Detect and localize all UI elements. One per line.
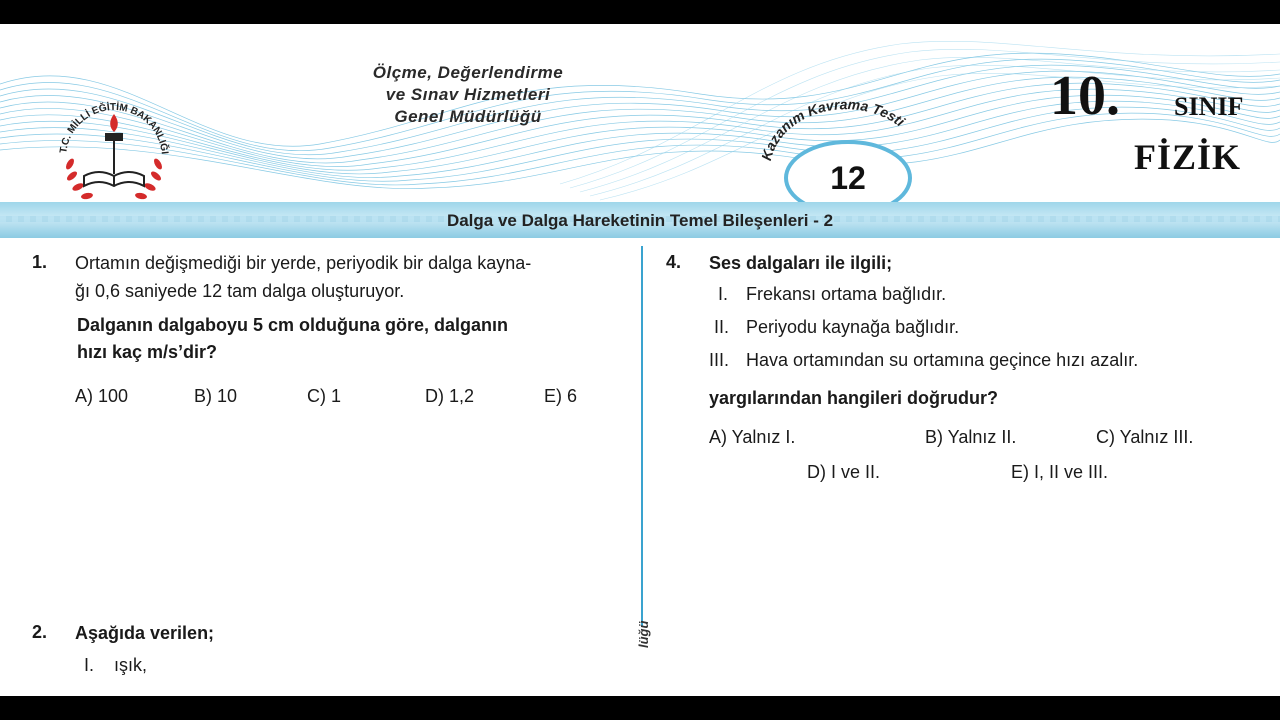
question-1-text-line-1: Ortamın değişmediği bir yerde, periyodik bir dalga kayna- bbox=[75, 253, 532, 273]
answer-option-b[interactable]: B) Yalnız II. bbox=[925, 427, 1017, 447]
answer-option-a[interactable]: A) 100 bbox=[75, 386, 129, 406]
answer-option-a[interactable]: A) Yalnız I. bbox=[709, 427, 796, 447]
question-1-prompt-line-1: Dalganın dalgaboyu 5 cm olduğuna göre, dalganın bbox=[77, 315, 509, 335]
answer-option-b[interactable]: B) 10 bbox=[194, 386, 238, 406]
organization-name bbox=[318, 62, 618, 128]
logo-text: T.C. MİLLİ EĞİTİM BAKANLIĞI bbox=[58, 101, 170, 155]
question-number: 4. bbox=[666, 252, 682, 272]
answer-option-e[interactable]: E) I, II ve III. bbox=[1011, 462, 1109, 482]
test-badge bbox=[750, 90, 940, 220]
statement-2-text: Periyodu kaynağa bağlıdır. bbox=[746, 317, 960, 337]
answer-option-c[interactable]: C) Yalnız III. bbox=[1096, 427, 1194, 447]
question-2-item-1-roman: I. bbox=[84, 655, 95, 675]
statement-1-roman: I. bbox=[718, 284, 729, 304]
question-2-text: Aşağıda verilen; bbox=[75, 623, 215, 643]
grade-word: SINIF bbox=[1174, 92, 1244, 121]
statement-3-roman: III. bbox=[709, 350, 730, 370]
side-text: lüğü bbox=[636, 620, 651, 648]
column-divider bbox=[641, 246, 643, 626]
answer-option-e[interactable]: E) 6 bbox=[544, 386, 578, 406]
question-4-text: Ses dalgaları ile ilgili; bbox=[709, 253, 893, 273]
statement-3-text: Hava ortamından su ortamına geçince hızı azalır. bbox=[746, 350, 1139, 370]
question-2-item-1-text: ışık, bbox=[114, 655, 148, 675]
org-line-2: ve Sınav Hizmetleri bbox=[385, 85, 551, 104]
badge-arc-text: Kazanım Kavrama Testi bbox=[757, 96, 908, 163]
header bbox=[0, 24, 1280, 206]
question-1-text-line-2: ğı 0,6 saniyede 12 tam dalga oluşturuyor. bbox=[75, 281, 405, 301]
question-4-prompt: yargılarından hangileri doğrudur? bbox=[709, 388, 999, 408]
question-number: 1. bbox=[32, 252, 48, 272]
grade-number: 10. bbox=[1050, 65, 1120, 127]
org-line-3: Genel Müdürlüğü bbox=[394, 107, 542, 126]
org-line-1: Ölçme, Değerlendirme bbox=[372, 63, 564, 82]
grade-block bbox=[1050, 64, 1260, 184]
subject-title: FİZİK bbox=[1134, 137, 1242, 177]
statement-1-text: Frekansı ortama bağlıdır. bbox=[746, 284, 947, 304]
answer-option-d[interactable]: D) 1,2 bbox=[425, 386, 475, 406]
worksheet-page bbox=[0, 24, 1280, 696]
badge-number: 12 bbox=[830, 160, 866, 196]
statement-2-roman: II. bbox=[714, 317, 730, 337]
answer-option-c[interactable]: C) 1 bbox=[307, 386, 342, 406]
worksheet-title: Dalga ve Dalga Hareketinin Temel Bileşenleri - 2 bbox=[446, 211, 834, 230]
question-1-prompt-line-2: hızı kaç m/s’dir? bbox=[77, 342, 218, 362]
answer-option-d[interactable]: D) I ve II. bbox=[807, 462, 881, 482]
question-number: 2. bbox=[32, 622, 48, 642]
